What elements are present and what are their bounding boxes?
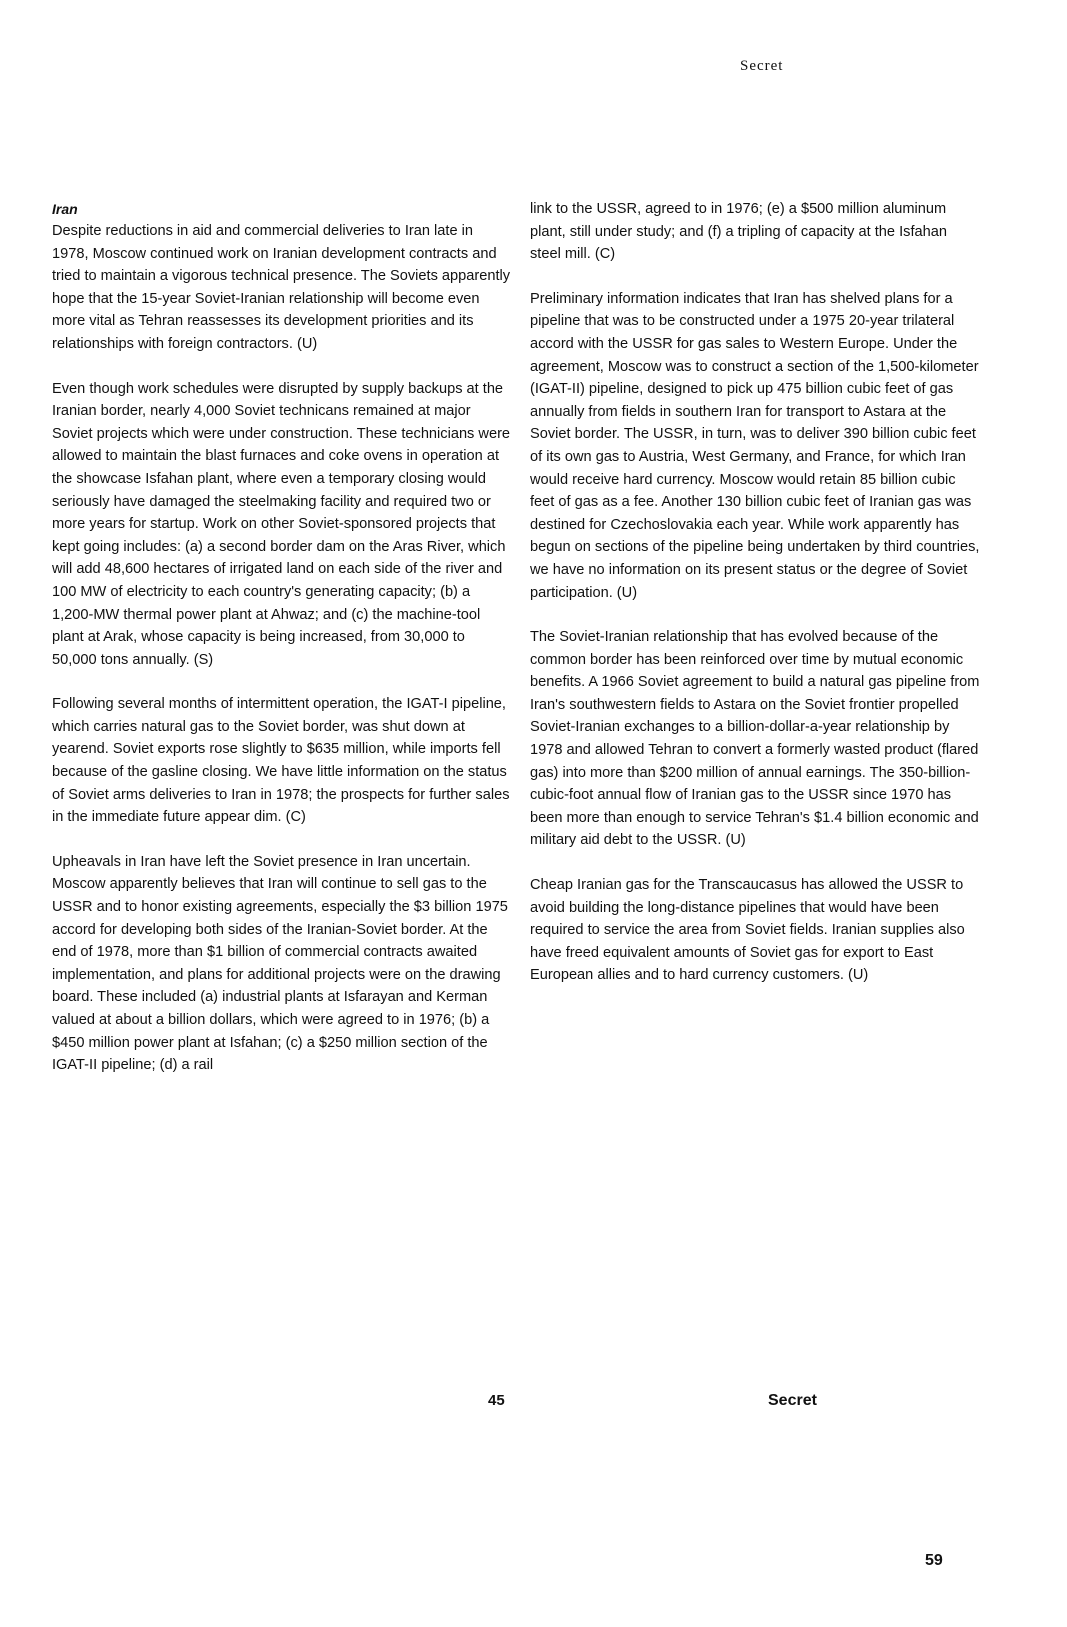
corner-page-number: 59 xyxy=(925,1552,943,1569)
footer-classification: Secret xyxy=(768,1392,817,1409)
right-column xyxy=(530,198,980,1009)
section-heading: Iran xyxy=(52,201,78,217)
paragraph: Following several months of intermittent operation, the IGAT-I pipeline, which carries natural gas to the Soviet border, was shut down at yearend. Soviet exports rose slightly to $635 million, while imports fell because of the gasline closing. We have little information on the status of Soviet arms deliveries to Iran in 1978; the prospects for further sales in the immediate future appear dim. (C) xyxy=(52,696,510,826)
paragraph: link to the USSR, agreed to in 1976; (e) a $500 million aluminum plant, still under study; and (f) a tripling of capacity at the Isfahan steel mill. (C) xyxy=(530,201,947,263)
left-column xyxy=(52,198,512,1099)
header-classification: Secret xyxy=(740,58,784,74)
paragraph: The Soviet-Iranian relationship that has evolved because of the common border has been reinforced over time by mutual economic benefits. A 1966 Soviet agreement to build a natural gas pipeline from Iran's southwestern fields to Astara on the Soviet frontier propelled Soviet-Iranian exchanges to a billion-dollar-a-year relationship by 1978 and allowed Tehran to convert a formerly wasted product (flared gas) into more than $200 million of annual earnings. The 350-billion-cubic-foot annual flow of Iranian gas to the USSR since 1970 has been more than enough to service Tehran's $1.4 billion economic and military aid debt to the USSR. (U) xyxy=(530,629,980,849)
paragraph: Cheap Iranian gas for the Transcaucasus has allowed the USSR to avoid building the long-distance pipelines that would have been required to service the area from Soviet fields. Iranian supplies also have freed equivalent amounts of Soviet gas for export to East European allies and to hard currency customers. (U) xyxy=(530,877,965,984)
paragraph: Despite reductions in aid and commercial deliveries to Iran late in 1978, Moscow continued work on Iranian development contracts and tried to maintain a vigorous technical presence. The Soviets apparently hope that the 15-year Soviet-Iranian relationship will become even more vital as Tehran reassesses its development priorities and its relationships with foreign contractors. (U) xyxy=(52,223,511,352)
paragraph: Even though work schedules were disrupted by supply backups at the Iranian border, nearly 4,000 Soviet technicans remained at major Soviet projects which were under construction. These technicians were allowed to maintain the blast furnaces and coke ovens in operation at the showcase Isfahan plant, where even a temporary closing would seriously have damaged the steelmaking facility and required two or more years for startup. Work on other Soviet-sponsored projects that kept going includes: (a) a second border dam on the Aras River, which will add 48,600 hectares of irrigated land on each side of the river and 100 MW of electricity to each country's generating capacity; (b) a 1,200-MW thermal power plant at Ahwaz; and (c) the machine-tool plant at Arak, whose capacity is being increased, from 30,000 to 50,000 tons annually. (S) xyxy=(52,380,511,668)
paragraph: Preliminary information indicates that Iran has shelved plans for a pipeline that was to be constructed under a 1975 20-year trilateral accord with the USSR for gas sales to Western Europe. Under the agreement, Moscow was to construct a section of the 1,500-kilometer (IGAT-II) pipeline, designed to pick up 475 billion cubic feet of gas annually from fields in southern Iran for transport to Astara at the Soviet border. The USSR, in turn, was to deliver 390 billion cubic feet of its own gas to Austria, West Germany, and France, for which Iran would receive hard currency. Moscow would retain 85 billion cubic feet of gas as a fee. Another 130 billion cubic feet of Iranian gas was destined for Czechoslovakia each year. While work apparently has begun on sections of the pipeline being undertaken by third countries, we have no information on its present status or the degree of Soviet participation. (U) xyxy=(530,290,980,601)
paragraph: Upheavals in Iran have left the Soviet presence in Iran uncertain. Moscow apparently believes that Iran will continue to sell gas to the USSR and to honor existing agreements, especially the $3 billion 1975 accord for developing both sides of the Iranian-Soviet border. At the end of 1978, more than $1 billion of commercial contracts awaited implementation, and plans for additional projects were on the drawing board. These included (a) industrial plants at Isfarayan and Kerman valued at about a billion dollars, which were agreed to in 1976; (b) a $450 million power plant at Isfahan; (c) a $250 million section of the IGAT-II pipeline; (d) a rail xyxy=(52,853,508,1074)
page-number: 45 xyxy=(488,1392,505,1409)
